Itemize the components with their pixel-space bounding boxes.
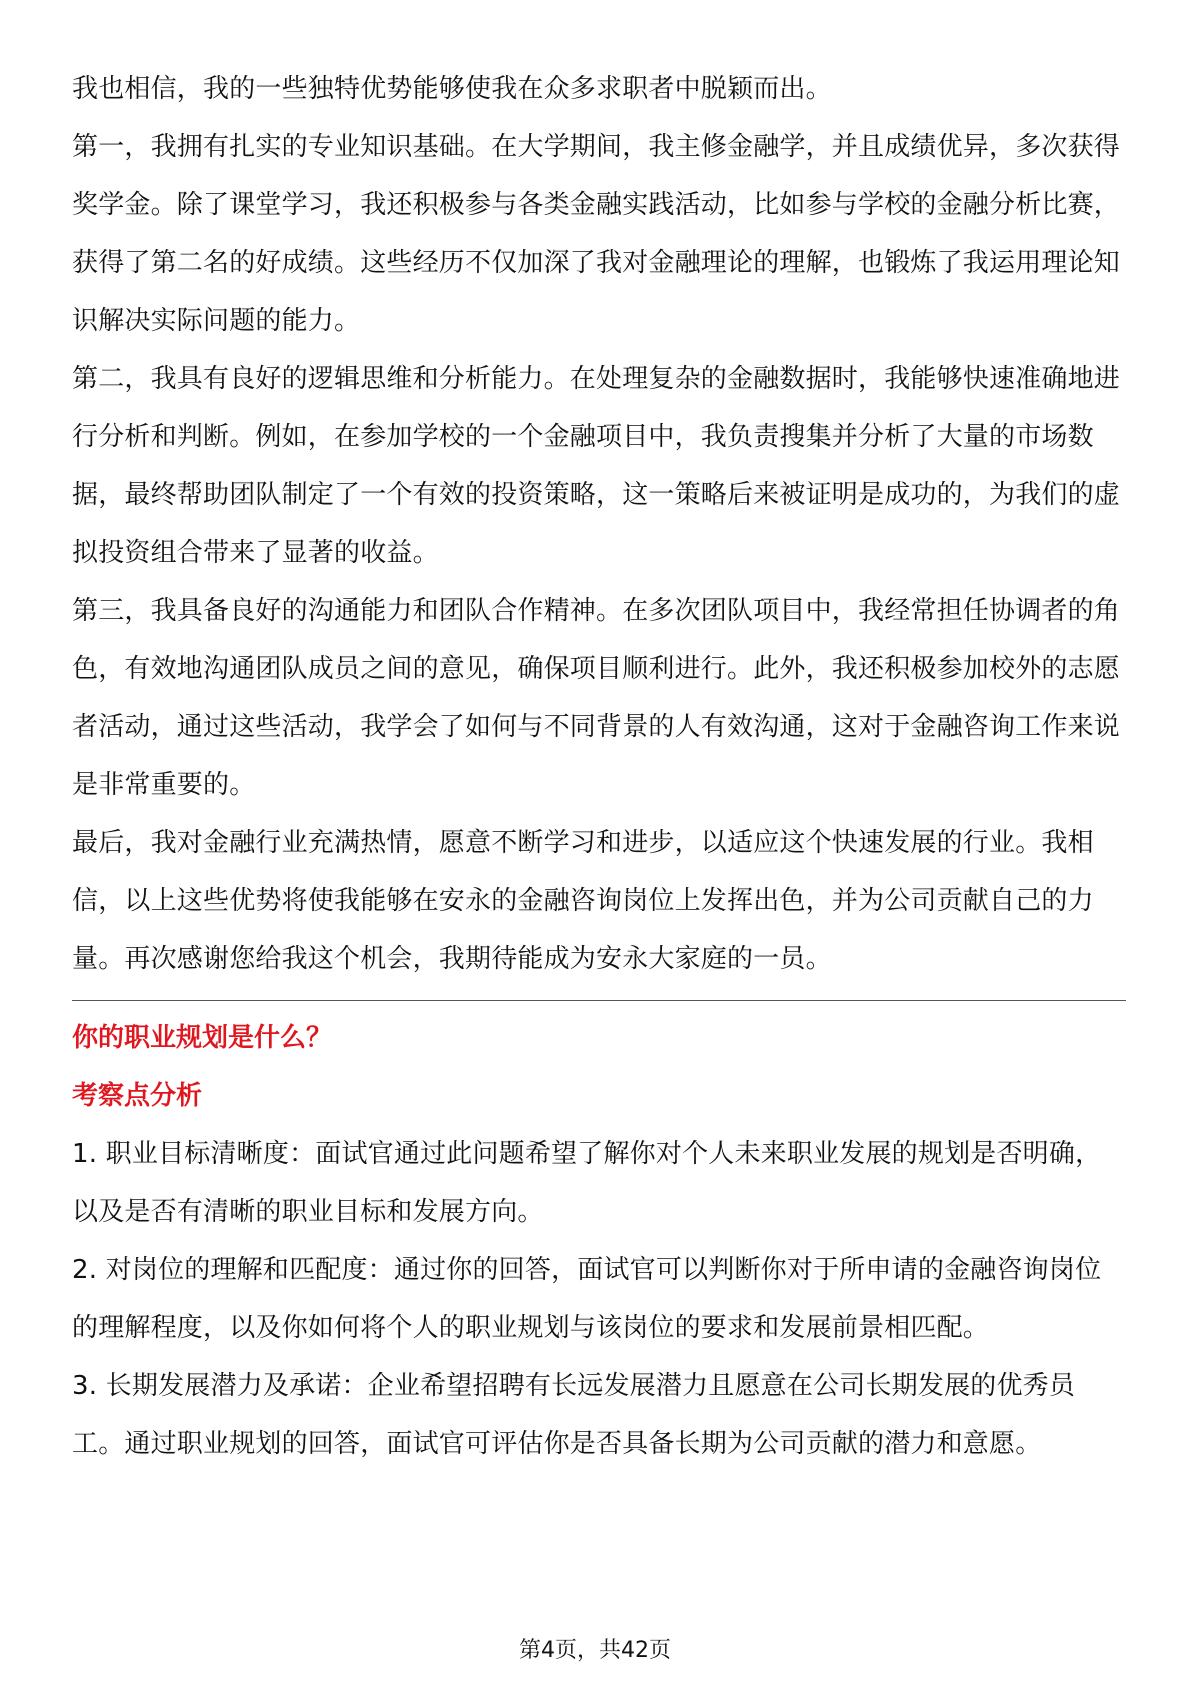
answer-paragraph: 最后，我对金融行业充满热情，愿意不断学习和进步，以适应这个快速发展的行业。我相信，以上这些优势将使我能够在安永的金融咨询岗位上发挥出色，并为公司贡献自己的力量。再次感谢您给我这个机会，我期待能成为安永大家庭的一员。 bbox=[72, 828, 1094, 974]
question-title: 你的职业规划是什么？ bbox=[72, 1023, 333, 1053]
answer-paragraph: 第三，我具备良好的沟通能力和团队合作精神。在多次团队项目中，我经常担任协调者的角色，有效地沟通团队成员之间的意见，确保项目顺利进行。此外，我还积极参加校外的志愿者活动，通过这些活动，我学会了如何与不同背景的人有效沟通，这对于金融咨询工作来说是非常重要的。 bbox=[72, 596, 1121, 800]
answer-paragraph: 第二，我具有良好的逻辑思维和分析能力。在处理复杂的金融数据时，我能够快速准确地进行分析和判断。例如，在参加学校的一个金融项目中，我负责搜集并分析了大量的市场数据，最终帮助团队制定了一个有效的投资策略，这一策略后来被证明是成功的，为我们的虚拟投资组合带来了显著的收益。 bbox=[72, 364, 1121, 568]
analysis-point: 2. 对岗位的理解和匹配度：通过你的回答，面试官可以判断你对于所申请的金融咨询岗位的理解程度，以及你如何将个人的职业规划与该岗位的要求和发展前景相匹配。 bbox=[72, 1255, 1102, 1343]
analysis-point: 3. 长期发展潜力及承诺：企业希望招聘有长远发展潜力且愿意在公司长期发展的优秀员工。通过职业规划的回答，面试官可评估你是否具备长期为公司贡献的潜力和意愿。 bbox=[72, 1371, 1076, 1459]
page-content bbox=[72, 60, 1126, 1473]
analysis-point: 1. 职业目标清晰度：面试官通过此问题希望了解你对个人未来职业发展的规划是否明确，以及是否有清晰的职业目标和发展方向。 bbox=[72, 1139, 1102, 1227]
answer-paragraph: 第一，我拥有扎实的专业知识基础。在大学期间，我主修金融学，并且成绩优异，多次获得奖学金。除了课堂学习，我还积极参与各类金融实践活动，比如参与学校的金融分析比赛，获得了第二名的好成绩。这些经历不仅加深了我对金融理论的理解，也锻炼了我运用理论知识解决实际问题的能力。 bbox=[72, 132, 1121, 336]
page-number: 第4页，共42页 bbox=[519, 1638, 671, 1663]
analysis-heading: 考察点分析 bbox=[72, 1081, 203, 1111]
section-divider bbox=[72, 1000, 1126, 1001]
answer-paragraph: 我也相信，我的一些独特优势能够使我在众多求职者中脱颖而出。 bbox=[72, 74, 832, 104]
